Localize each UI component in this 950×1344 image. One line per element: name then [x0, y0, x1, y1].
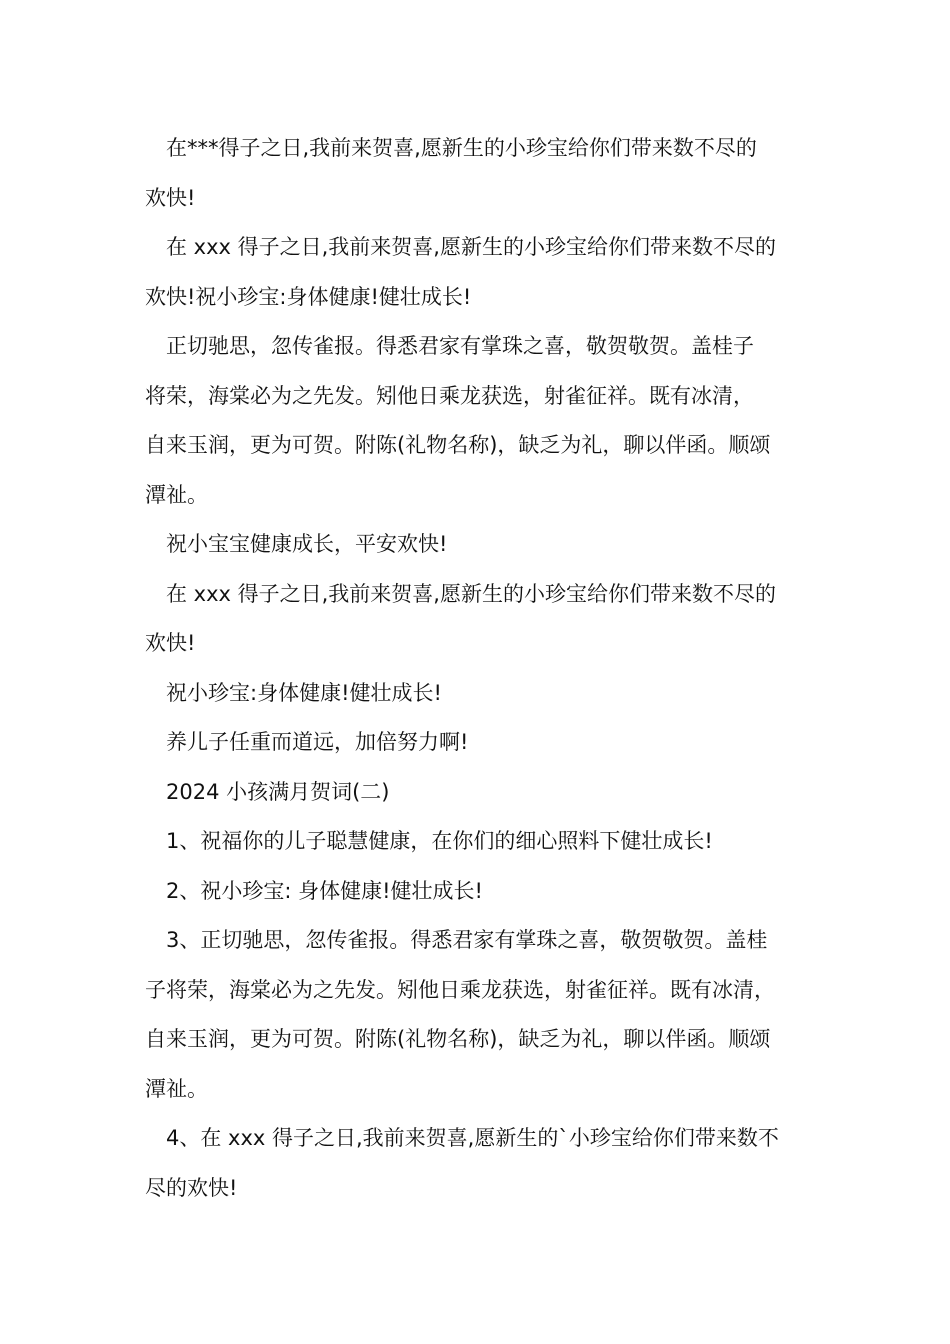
document-body	[145, 124, 813, 1213]
paragraph-line: 3、正切驰思，忽传雀报。得悉君家有掌珠之喜，敬贺敬贺。盖桂	[166, 928, 768, 952]
paragraph-line: 尽的欢快!	[145, 1175, 238, 1200]
paragraph-line: 潭祉。	[145, 482, 208, 507]
paragraph-line: 在 xxx 得子之日,我前来贺喜,愿新生的小珍宝给你们带来数不尽的	[166, 235, 776, 259]
paragraph-line: 养儿子任重而道远，加倍努力啊!	[166, 730, 469, 754]
list-item-2	[145, 867, 813, 917]
paragraph-4	[145, 520, 813, 570]
paragraph-line: 祝小宝宝健康成长，平安欢快!	[166, 532, 448, 556]
list-item-4	[145, 1114, 813, 1213]
paragraph-line: 欢快!	[145, 631, 196, 655]
paragraph-1	[145, 124, 813, 223]
paragraph-2	[145, 223, 813, 322]
paragraph-6	[145, 669, 813, 719]
paragraph-line: 将荣，海棠必为之先发。矧他日乘龙获选，射雀征祥。既有冰清，	[145, 383, 754, 408]
paragraph-5	[145, 570, 813, 669]
paragraph-7	[145, 718, 813, 768]
paragraph-line: 自来玉润，更为可贺。附陈(礼物名称)，缺乏为礼，聊以伴函。顺颂	[145, 1027, 771, 1051]
paragraph-line: 潭祉。	[145, 1076, 208, 1101]
paragraph-line: 子将荣，海棠必为之先发。矧他日乘龙获选，射雀征祥。既有冰清，	[145, 977, 775, 1002]
paragraph-line: 1、祝福你的儿子聪慧健康，在你们的细心照料下健壮成长!	[166, 829, 713, 853]
paragraph-line: 欢快!祝小珍宝:身体健康!健壮成长!	[145, 284, 472, 309]
paragraph-line: 2、祝小珍宝: 身体健康!健壮成长!	[166, 878, 483, 903]
paragraph-line: 在 xxx 得子之日,我前来贺喜,愿新生的小珍宝给你们带来数不尽的	[166, 581, 776, 606]
paragraph-line: 4、在 xxx 得子之日,我前来贺喜,愿新生的`小珍宝给你们带来数不	[166, 1126, 779, 1150]
paragraph-line: 自来玉润，更为可贺。附陈(礼物名称)，缺乏为礼，聊以伴函。顺颂	[145, 433, 771, 457]
paragraph-line: 祝小珍宝:身体健康!健壮成长!	[166, 680, 442, 705]
section-heading	[145, 768, 813, 818]
paragraph-3	[145, 322, 813, 520]
paragraph-line: 欢快!	[145, 185, 196, 210]
section-heading-text: 2024 小孩满月贺词(二)	[166, 779, 390, 804]
list-item-3	[145, 916, 813, 1114]
paragraph-line: 在***得子之日,我前来贺喜,愿新生的小珍宝给你们带来数不尽的	[166, 136, 757, 160]
paragraph-line: 正切驰思，忽传雀报。得悉君家有掌珠之喜，敬贺敬贺。盖桂子	[166, 334, 754, 358]
list-item-1	[145, 817, 813, 867]
